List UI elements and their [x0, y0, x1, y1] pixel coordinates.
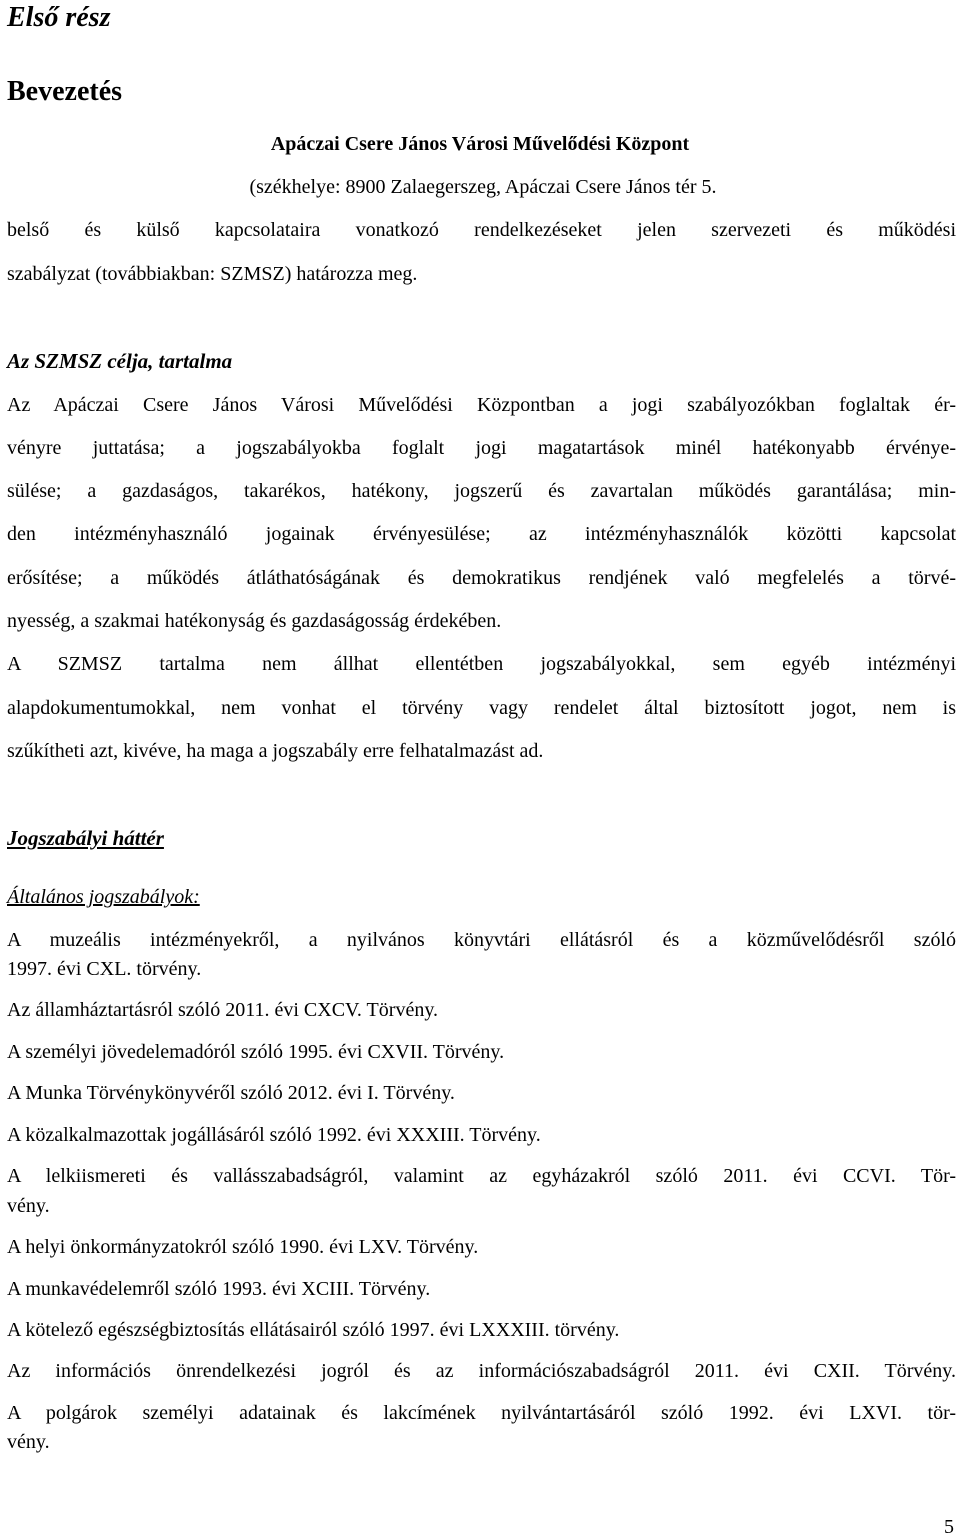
legal-heading: Jogszabályi háttér	[7, 826, 164, 850]
purpose-heading: Az SZMSZ célja, tartalma	[7, 349, 233, 373]
legal-line: A kötelező egészségbiztosítás ellátásairól szóló 1997. évi LXXXIII. törvény.	[7, 1319, 620, 1341]
purpose-line: szűkítheti azt, kivéve, ha maga a jogszabály erre felhatalmazást ad.	[7, 740, 544, 762]
purpose-line: nyesség, a szakmai hatékonyság és gazdaságosság érdekében.	[7, 610, 502, 632]
legal-line: Az információs önrendelkezési jogról és az információszabadságról 2011. évi CXII. Törvény.	[7, 1360, 956, 1382]
purpose-line: den intézményhasználó jogainak érvényesülése; az intézményhasználók közötti kapcsolat	[7, 523, 956, 545]
legal-line: vény.	[7, 1195, 50, 1217]
purpose-line: alapdokumentumokkal, nem vonhat el törvény vagy rendelet által biztosított jogot, nem is	[7, 697, 956, 719]
intro-line: szabályzat (továbbiakban: SZMSZ) határozza meg.	[7, 263, 418, 285]
legal-line: 1997. évi CXL. törvény.	[7, 958, 202, 980]
legal-line: A polgárok személyi adatainak és lakcímének nyilvántartásáról szóló 1992. évi LXVI. tör-	[7, 1402, 956, 1424]
legal-line: A lelkiismereti és vallásszabadságról, valamint az egyházakról szóló 2011. évi CCVI. Tör-	[7, 1165, 956, 1187]
legal-line: vény.	[7, 1431, 50, 1453]
purpose-line: sülése; a gazdaságos, takarékos, hatékony, jogszerű és zavartalan működés garantálása; min-	[7, 480, 956, 502]
purpose-line: vényre juttatása; a jogszabályokba foglalt jogi magatartások minél hatékonyabb érvénye-	[7, 437, 956, 459]
legal-line: A Munka Törvénykönyvéről szóló 2012. évi I. Törvény.	[7, 1082, 455, 1104]
legal-line: A közalkalmazottak jogállásáról szóló 1992. évi XXXIII. Törvény.	[7, 1124, 541, 1146]
purpose-line: Az Apáczai Csere János Városi Művelődési Központban a jogi szabályozókban foglaltak ér-	[7, 394, 956, 416]
purpose-line: A SZMSZ tartalma nem állhat ellentétben jogszabályokkal, sem egyéb intézményi	[7, 653, 956, 675]
legal-line: A helyi önkormányzatokról szóló 1990. évi LXV. Törvény.	[7, 1236, 479, 1258]
purpose-line: erősítése; a működés átláthatóságának és demokratikus rendjének való megfelelés a törvé-	[7, 567, 956, 589]
legal-subheading: Általános jogszabályok:	[7, 886, 200, 908]
legal-line: A muzeális intézményekről, a nyilvános könyvtári ellátásról és a közművelődésről szóló	[7, 929, 956, 951]
intro-line: belső és külső kapcsolataira vonatkozó rendelkezéseket jelen szervezeti és működési	[7, 219, 956, 241]
intro-heading: Bevezetés	[7, 76, 123, 107]
legal-line: Az államháztartásról szóló 2011. évi CXCV. Törvény.	[7, 999, 439, 1021]
institution-name: Apáczai Csere János Városi Művelődési Központ	[270, 133, 690, 155]
legal-line: A munkavédelemről szóló 1993. évi XCIII. Törvény.	[7, 1278, 431, 1300]
page-number: 5	[944, 1516, 954, 1538]
part-title: Első rész	[7, 2, 111, 33]
legal-line: A személyi jövedelemadóról szóló 1995. évi CXVII. Törvény.	[7, 1041, 505, 1063]
institution-address: (székhelye: 8900 Zalaegerszeg, Apáczai Csere János tér 5.	[249, 176, 717, 198]
